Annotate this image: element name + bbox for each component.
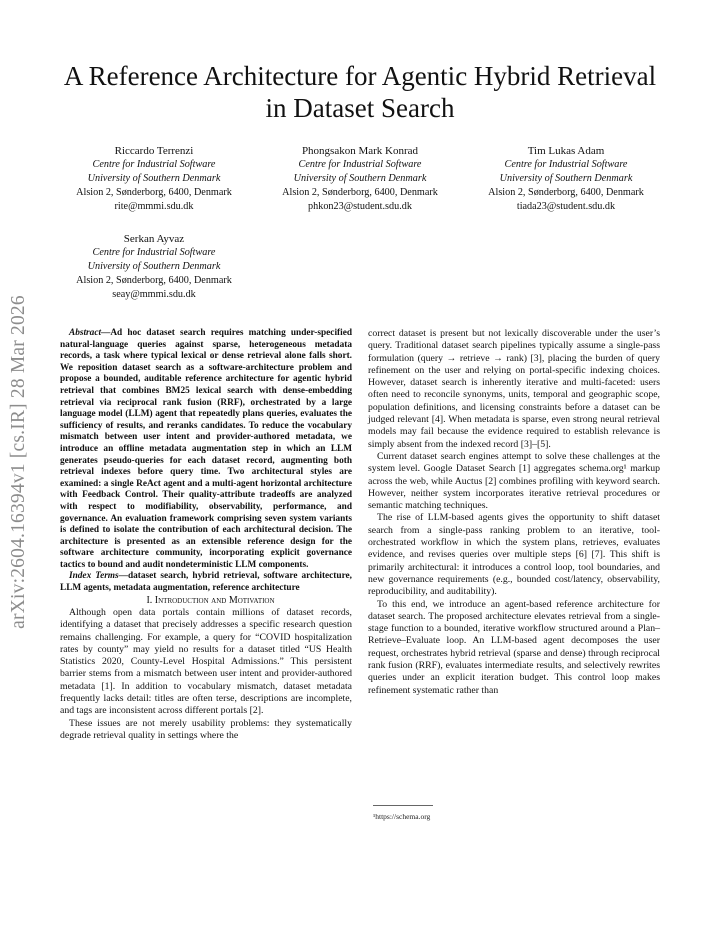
author-dept: Centre for Industrial Software (504, 159, 628, 170)
right-column (368, 328, 660, 697)
author-block-1 (56, 144, 252, 214)
abstract-label: Abstract (69, 328, 102, 338)
author-university: University of Southern Denmark (87, 261, 221, 272)
section-heading: I. Introduction and Motivation (146, 594, 275, 606)
footnote-rule (373, 805, 433, 806)
author-email: tiada23@student.sdu.dk (516, 201, 616, 212)
author-dept: Centre for Industrial Software (92, 247, 216, 258)
paper-title: A Reference Architecture for Agentic Hybrid Retrieval in Dataset Search (63, 61, 657, 123)
author-email: phkon23@student.sdu.dk (308, 201, 412, 212)
author-address: Alsion 2, Sønderborg, 6400, Denmark (282, 187, 438, 198)
paragraph: Although open data portals contain millions of dataset records, identifying a dataset that precisely addresses a specific research question remains challenging. For example, a query for “COVID hospitalization rates by county” may yield no results for a dataset titled “US Health Statistics 2020, County-Level Hospital Admissions.” This persistent barrier stems from a mismatch between user intent and provider-authored metadata [1]. In addition to vocabulary mismatch, dataset metadata frequently lacks detail: titles are often terse, descriptions are incomplete, and tags are inconsistent across different portals [2]. (60, 606, 352, 717)
author-university: University of Southern Denmark (293, 173, 427, 184)
author-name: Riccardo Terrenzi (114, 145, 194, 157)
left-column (60, 328, 352, 742)
author-address: Alsion 2, Sønderborg, 6400, Denmark (76, 187, 232, 198)
author-email: rite@mmmi.sdu.dk (114, 201, 194, 212)
author-name: Serkan Ayvaz (123, 233, 185, 245)
index-terms (60, 571, 352, 594)
abstract (60, 328, 352, 571)
index-terms-label: Index Terms (69, 571, 119, 582)
paragraph: These issues are not merely usability problems: they systematically degrade retrieval quality in settings where the (60, 717, 352, 741)
author-block-4 (56, 232, 252, 302)
arxiv-stamp (9, 262, 29, 662)
author-university: University of Southern Denmark (87, 173, 221, 184)
author-block-2 (262, 144, 458, 214)
arxiv-stamp-text: arXiv:2604.16394v1 [cs.IR] 28 Mar 2026 (8, 295, 29, 629)
index-terms-text: —dataset search, hybrid retrieval, software architecture, LLM agents, metadata augmentation, reference architecture (60, 571, 352, 594)
author-block-3 (468, 144, 664, 214)
paragraph: To this end, we introduce an agent-based reference architecture for dataset search. The proposed architecture elevates retrieval from a single-stage function to a bounded, iterative workflow structured around a Plan–Retrieve–Evaluate loop. An LLM-based agent decomposes the user request, orchestrates hybrid retrieval (sparse and dense) through reciprocal rank fusion (RRF), evaluates intermediate results, and selectively rewrites queries under an explicit iteration budget. This control loop makes refinement systematic rather than (368, 598, 660, 696)
paragraph: correct dataset is present but not lexically discoverable under the user’s query. Traditional dataset search pipelines typically assume a single-pass formulation (query → retrieve → rank) [3], placing the burden of query refinement on the user and relying on portal-specific indexing choices. However, dataset search is inherently iterative and multi-faceted: users often need to reconcile synonyms, units, temporal and geographic scope, population definitions, and licensing constraints before a dataset can be judged relevant [4]. When metadata is sparse, even strong neural retrieval models may fail because the evidence required to establish relevance is simply absent from the indexed record [3]–[5]. (368, 328, 660, 450)
author-name: Phongsakon Mark Konrad (301, 145, 419, 157)
author-address: Alsion 2, Sønderborg, 6400, Denmark (488, 187, 644, 198)
author-email: seay@mmmi.sdu.dk (112, 289, 196, 300)
author-address: Alsion 2, Sønderborg, 6400, Denmark (76, 275, 232, 286)
author-name: Tim Lukas Adam (527, 145, 605, 157)
author-dept: Centre for Industrial Software (298, 159, 422, 170)
author-dept: Centre for Industrial Software (92, 159, 216, 170)
author-university: University of Southern Denmark (499, 173, 633, 184)
abstract-text: —Ad hoc dataset search requires matching under-specified natural-language queries against sparse, heterogeneous metadata records, a task where typical lexical or dense retrieval alone falls short. We reposition dataset search as a software-architecture problem and propose a bounded, auditable reference architecture for agentic hybrid retrieval that combines BM25 lexical search with dense-embedding retrieval via reciprocal rank fusion (RRF), orchestrated by a large language model (LLM) agent that repeatedly plans queries, evaluates the sufficiency of results, and reranks candidates. To reduce the vocabulary mismatch between user intent and provider-authored metadata, we introduce an offline metadata augmentation step in which an LLM generates pseudo-queries for each dataset record, augmenting both retrieval indexes before query time. Two architectural styles are examined: a single ReAct agent and a multi-agent horizontal architecture with Feedback Control. Their quality-attribute tradeoffs are analyzed with respect to modifiability, observability, performance, and governance. An evaluation framework comprising seven system variants is defined to isolate the contribution of each architectural decision. The architecture is presented as an extensible reference design for the software architecture community, incorporating explicit governance tactics to bound and audit nondeterministic LLM components. (60, 328, 352, 570)
paragraph: The rise of LLM-based agents gives the opportunity to shift dataset search from a single-pass ranking problem to an iterative, tool-orchestrated workflow in which the system plans, retrieves, evaluates evidence, and revises queries over multiple steps [6] [7]. This shift is primarily architectural: it introduces a control loop, tool boundaries, and new governance requirements (e.g., bounded cost/latency, observability, reproducibility, and auditability). (368, 512, 660, 598)
paragraph: Current dataset search engines attempt to solve these challenges at the system level. Google Dataset Search [1] aggregates schema.org¹ markup across the web, while Auctus [2] combines profiling with keyword search. However, neither system incorporates iterative retrieval procedures or semantic matching techniques. (368, 450, 660, 512)
footnote: ¹https://schema.org (373, 812, 431, 821)
